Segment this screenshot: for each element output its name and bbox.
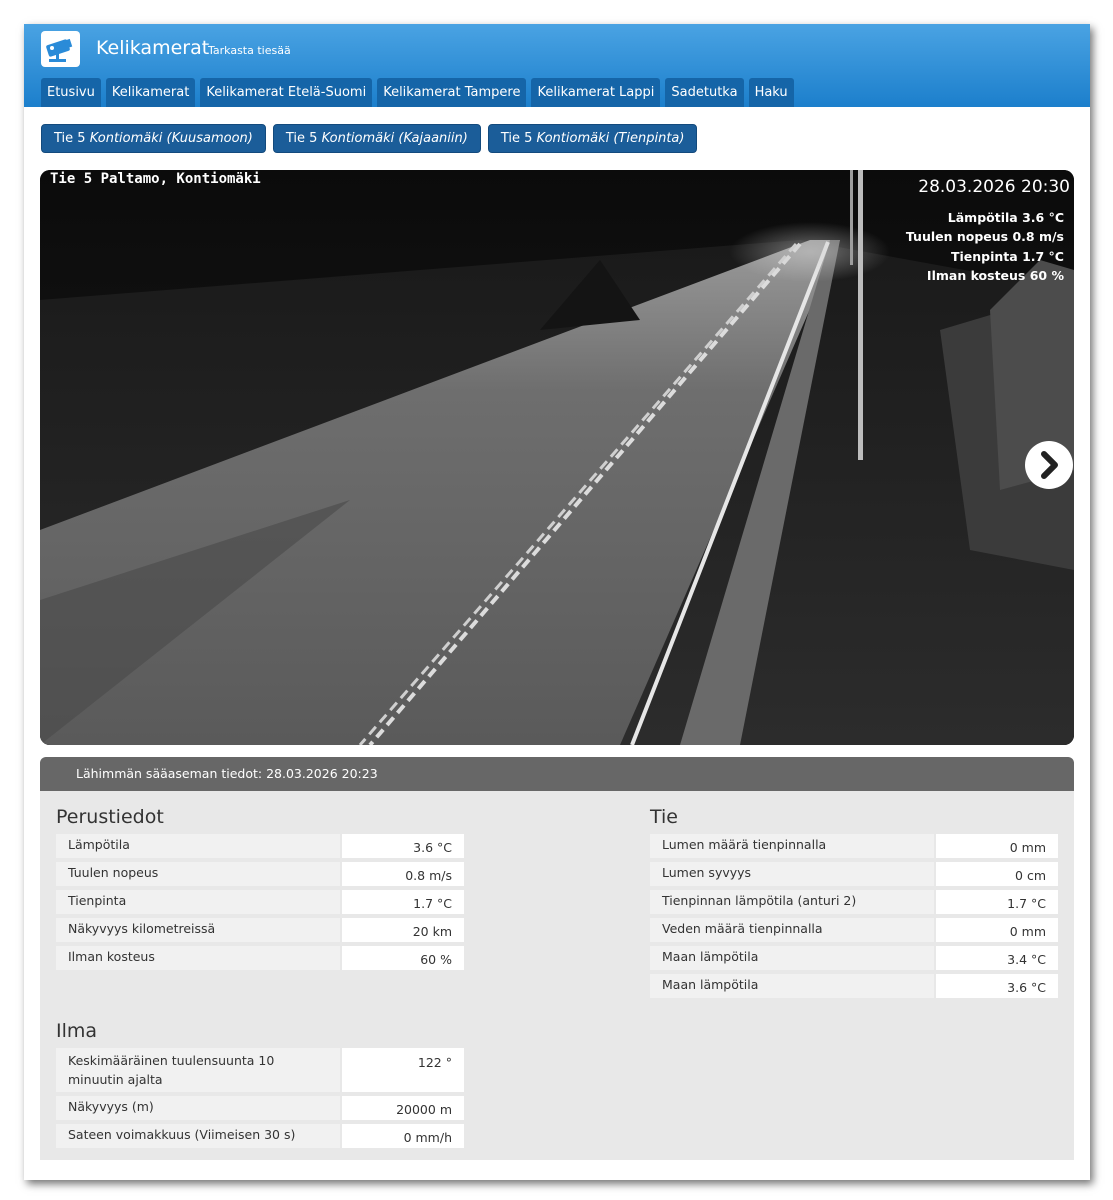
data-row-label: Maan lämpötila bbox=[650, 946, 934, 970]
camera-button-name: Kontiomäki (Kajaaniin) bbox=[321, 131, 468, 146]
data-row bbox=[56, 1048, 464, 1092]
station-header: Lähimmän sääaseman tiedot: 28.03.2026 20:23 bbox=[40, 757, 1074, 791]
data-row-value: 1.7 °C bbox=[936, 890, 1058, 914]
nav-haku[interactable]: Haku bbox=[749, 78, 794, 107]
data-row-label: Lumen syvyys bbox=[650, 862, 934, 886]
data-row bbox=[650, 918, 1058, 942]
data-row-label: Näkyvyys kilometreissä bbox=[56, 918, 340, 942]
data-row bbox=[650, 862, 1058, 886]
data-row-label: Tienpinta bbox=[56, 890, 340, 914]
camera-button-kajaaniin[interactable] bbox=[273, 124, 481, 153]
data-row bbox=[650, 890, 1058, 914]
overlay-wind-speed: Tuulen nopeus 0.8 m/s bbox=[905, 229, 1064, 245]
data-row-label: Näkyvyys (m) bbox=[56, 1096, 340, 1120]
data-row-label: Ilman kosteus bbox=[56, 946, 340, 970]
data-row-label: Tuulen nopeus bbox=[56, 862, 340, 886]
data-row bbox=[56, 1096, 464, 1120]
overlay-road-surface: Tienpinta 1.7 °C bbox=[950, 248, 1064, 264]
data-row bbox=[650, 946, 1058, 970]
camera-selector bbox=[41, 124, 697, 153]
data-row-value: 20000 m bbox=[342, 1096, 464, 1120]
data-row bbox=[650, 834, 1058, 858]
data-row bbox=[56, 834, 464, 858]
data-row-value: 0 mm bbox=[936, 918, 1058, 942]
nav-kelikamerat-tampere[interactable]: Kelikamerat Tampere bbox=[377, 78, 526, 107]
section-title-perustiedot: Perustiedot bbox=[56, 806, 164, 828]
data-row bbox=[56, 890, 464, 914]
camera-button-name: Kontiomäki (Tienpinta) bbox=[536, 131, 685, 146]
data-row bbox=[56, 918, 464, 942]
nav-etusivu[interactable]: Etusivu bbox=[41, 78, 101, 107]
data-row-value: 3.6 °C bbox=[936, 974, 1058, 998]
data-row-label: Lumen määrä tienpinnalla bbox=[650, 834, 934, 858]
data-row-value: 60 % bbox=[342, 946, 464, 970]
data-row bbox=[56, 1124, 464, 1148]
data-row-label: Tienpinnan lämpötila (anturi 2) bbox=[650, 890, 934, 914]
main-nav bbox=[41, 78, 794, 107]
data-row bbox=[650, 974, 1058, 998]
camera-button-kuusamoon[interactable] bbox=[41, 124, 266, 153]
camera-button-tienpinta[interactable] bbox=[488, 124, 698, 153]
overlay-humidity: Ilman kosteus 60 % bbox=[926, 267, 1064, 283]
data-row-value: 3.6 °C bbox=[342, 834, 464, 858]
camera-button-road: Tie 5 bbox=[500, 131, 533, 146]
section-title-tie: Tie bbox=[650, 806, 678, 828]
data-row-value: 0 mm bbox=[936, 834, 1058, 858]
camera-icon[interactable] bbox=[41, 31, 80, 67]
data-row-label: Keskimääräinen tuulensuunta 10 minuutin ajalta bbox=[56, 1048, 340, 1092]
data-row-value: 20 km bbox=[342, 918, 464, 942]
data-row-value: 0 mm/h bbox=[342, 1124, 464, 1148]
camera-timestamp: 28.03.2026 20:30 bbox=[918, 177, 1070, 197]
site-title[interactable]: Kelikamerat bbox=[96, 37, 210, 59]
data-row-value: 0.8 m/s bbox=[342, 862, 464, 886]
data-row-label: Lämpötila bbox=[56, 834, 340, 858]
site-tagline: Tarkasta tiesää bbox=[208, 44, 291, 57]
nav-kelikamerat-etela-suomi[interactable]: Kelikamerat Etelä-Suomi bbox=[200, 78, 372, 107]
data-row bbox=[56, 862, 464, 886]
data-row-label: Veden määrä tienpinnalla bbox=[650, 918, 934, 942]
camera-image[interactable] bbox=[40, 170, 1074, 745]
data-row-value: 1.7 °C bbox=[342, 890, 464, 914]
overlay-temperature: Lämpötila 3.6 °C bbox=[947, 210, 1064, 225]
camera-weather-overlay bbox=[906, 208, 1064, 285]
camera-button-name: Kontiomäki (Kuusamoon) bbox=[89, 131, 253, 146]
nav-kelikamerat[interactable]: Kelikamerat bbox=[106, 78, 195, 107]
station-data bbox=[40, 791, 1074, 1160]
nav-sadetutka[interactable]: Sadetutka bbox=[665, 78, 743, 107]
data-row-label: Maan lämpötila bbox=[650, 974, 934, 998]
site-header bbox=[24, 24, 1090, 107]
data-row-label: Sateen voimakkuus (Viimeisen 30 s) bbox=[56, 1124, 340, 1148]
section-title-ilma: Ilma bbox=[56, 1020, 98, 1042]
data-row-value: 0 cm bbox=[936, 862, 1058, 886]
camera-button-road: Tie 5 bbox=[285, 131, 318, 146]
data-row-value: 3.4 °C bbox=[936, 946, 1058, 970]
data-row bbox=[56, 946, 464, 970]
data-row-value: 122 ° bbox=[342, 1048, 464, 1092]
camera-location-label: Tie 5 Paltamo, Kontiomäki bbox=[50, 171, 261, 187]
next-camera-button[interactable] bbox=[1025, 441, 1073, 489]
nav-kelikamerat-lappi[interactable]: Kelikamerat Lappi bbox=[531, 78, 660, 107]
camera-button-road: Tie 5 bbox=[54, 131, 86, 146]
page-frame bbox=[24, 24, 1090, 1180]
chevron-right-icon bbox=[1025, 441, 1073, 489]
